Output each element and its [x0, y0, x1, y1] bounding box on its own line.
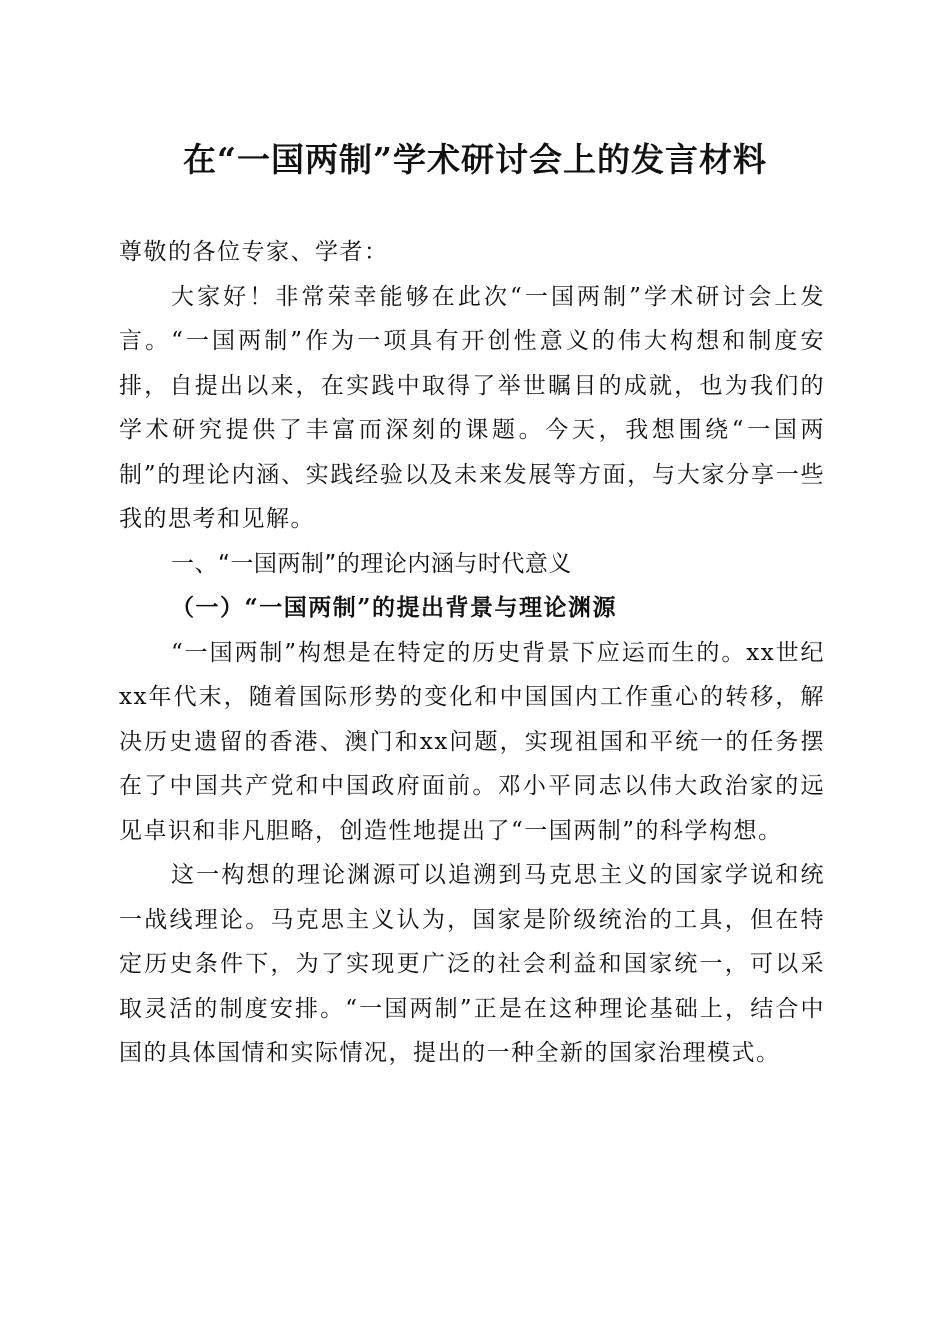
subsection-heading-1: （一）“一国两制”的提出背景与理论渊源 — [171, 594, 617, 621]
body-paragraph-theory: 这一构想的理论渊源可以追溯到马克思主义的国家学说和统一战线理论。马克思主义认为，国家是阶级统治的工具，但在特定历史条件下，为了实现更广泛的社会利益和国家统一，可以采取灵活的制度安排。“一国两制”正是在这种理论基础上，结合中国的具体国情和实际情况，提出的一种全新的国家治理模式。 — [119, 862, 825, 1066]
document-body — [119, 230, 825, 1076]
salutation: 尊敬的各位专家、学者： — [119, 239, 389, 265]
document-title: 在“一国两制”学术研讨会上的发言材料 — [183, 140, 767, 179]
body-paragraph-background: “一国两制”构想是在特定的历史背景下应运而生的。xx世纪xx年代末，随着国际形势的变化和中国国内工作重心的转移，解决历史遗留的香港、澳门和xx问题，实现祖国和平统一的任务摆在了中国共产党和中国政府面前。邓小平同志以伟大政治家的远见卓识和非凡胆略，创造性地提出了“一国两制”的科学构想。 — [119, 639, 825, 844]
intro-paragraph: 大家好！非常荣幸能够在此次“一国两制”学术研讨会上发言。“一国两制”作为一项具有开创性意义的伟大构想和制度安排，自提出以来，在实践中取得了举世瞩目的成就，也为我们的学术研究提供了丰富而深刻的课题。今天，我想围绕“一国两制”的理论内涵、实践经验以及未来发展等方面，与大家分享一些我的思考和见解。 — [119, 283, 825, 532]
section-heading-1: 一、“一国两制”的理论内涵与时代意义 — [171, 550, 572, 577]
